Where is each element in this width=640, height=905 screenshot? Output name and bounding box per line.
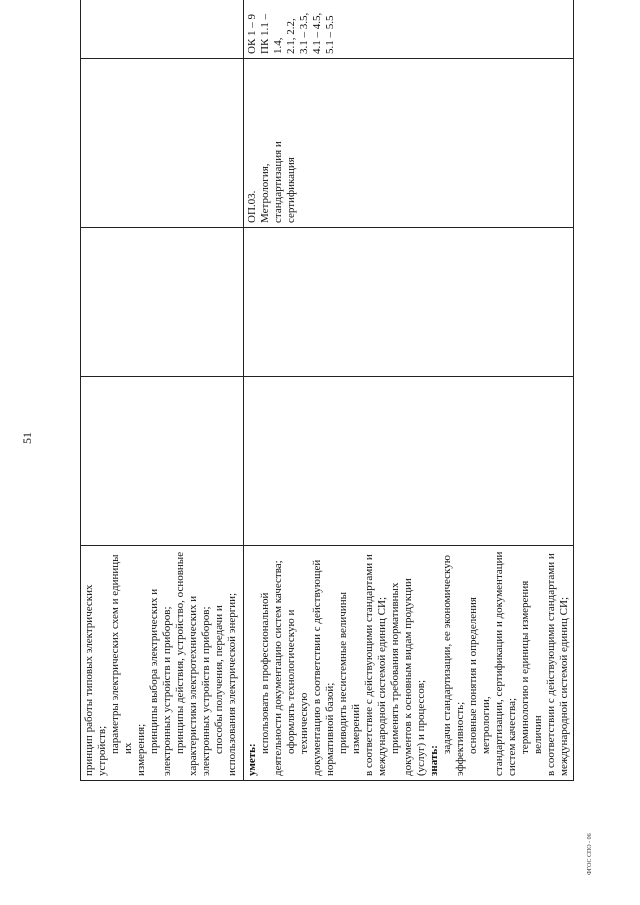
- text-line: ПК 1.1 – 1.4,: [259, 13, 284, 54]
- curriculum-table: [80, 0, 574, 781]
- text-line: нормативной базой;: [324, 682, 336, 776]
- text-line: деятельности документацию систем качества;: [272, 560, 284, 776]
- document-footer: ФГОС СПО - 06: [587, 833, 593, 875]
- text-line: сертификация: [285, 157, 297, 223]
- skills-knowledge-cell: [244, 546, 574, 781]
- text-line: принципы выбора электрических и: [148, 588, 160, 754]
- text-line: ОП.03.: [246, 190, 258, 223]
- empty-cell: [81, 228, 244, 377]
- text-line: уметь:: [246, 743, 258, 776]
- text-line: 3.1 – 3.5,: [298, 12, 310, 54]
- skills-text: [246, 550, 571, 776]
- competency-codes: [246, 2, 337, 54]
- text-line: характеристики электротехнических и: [187, 595, 199, 776]
- text-line: стандартизация и: [272, 141, 284, 223]
- text-line: способы получения, передачи и: [213, 605, 225, 754]
- text-line: 4.1 – 4.5,: [311, 12, 323, 54]
- text-line: знать:: [428, 745, 440, 776]
- text-line: эффективность;: [454, 701, 466, 776]
- text-line: терминологию и единицы измерения величин: [519, 580, 544, 754]
- table-row: [244, 0, 574, 781]
- text-line: (услуг) и процессов;: [415, 679, 427, 776]
- text-line: измерения;: [135, 723, 147, 776]
- text-line: международной системой единиц СИ;: [376, 596, 388, 776]
- text-line: основные понятия и определения метрологии,: [467, 597, 492, 754]
- text-line: документов к основным видам продукции: [402, 578, 414, 776]
- text-line: в соответствии с действующими стандартами и: [545, 553, 557, 776]
- empty-cell: [81, 0, 244, 59]
- text-line: ОК 1 – 9: [246, 13, 258, 54]
- text-line: в соответствие с действующими стандартами и: [363, 554, 375, 776]
- text-line: 5.1 – 5.5: [324, 15, 336, 54]
- text-line: Метрология,: [259, 163, 271, 223]
- discipline-cell: [244, 59, 574, 228]
- empty-cell: [244, 377, 574, 546]
- curriculum-table-rotated: [80, 12, 570, 781]
- knowledge-cell: [81, 546, 244, 781]
- text-line: международной системой единиц СИ;: [558, 596, 570, 776]
- empty-cell: [244, 228, 574, 377]
- text-line: электронных устройств и приборов;: [161, 606, 173, 776]
- text-line: приводить несистемные величины измерений: [337, 592, 362, 754]
- text-line: систем качества;: [506, 697, 518, 776]
- text-line: принцип работы типовых электрических: [83, 584, 95, 776]
- knowledge-text: [83, 550, 239, 776]
- text-line: использовать в профессиональной: [259, 592, 271, 754]
- text-line: устройств;: [96, 725, 108, 776]
- page-number: 51: [20, 432, 34, 444]
- text-line: оформлять технологическую и техническую: [285, 609, 310, 754]
- table-row: [81, 0, 244, 781]
- text-line: электронных устройств и приборов;: [200, 606, 212, 776]
- text-line: документацию в соответствии с действующей: [311, 559, 323, 776]
- text-line: использования электрической энергии;: [226, 592, 238, 776]
- text-line: принципы действия, устройство, основные: [174, 551, 186, 754]
- text-line: параметры электрических схем и единицы их: [109, 554, 134, 754]
- competency-cell: [244, 0, 574, 59]
- text-line: стандартизации, сертификации и документации: [493, 551, 505, 776]
- text-line: применять требования нормативных: [389, 582, 401, 754]
- text-line: 2.1, 2.2,: [285, 18, 297, 54]
- text-line: задачи стандартизации, ее экономическую: [441, 555, 453, 754]
- empty-cell: [81, 377, 244, 546]
- discipline-name: [246, 63, 298, 223]
- empty-cell: [81, 59, 244, 228]
